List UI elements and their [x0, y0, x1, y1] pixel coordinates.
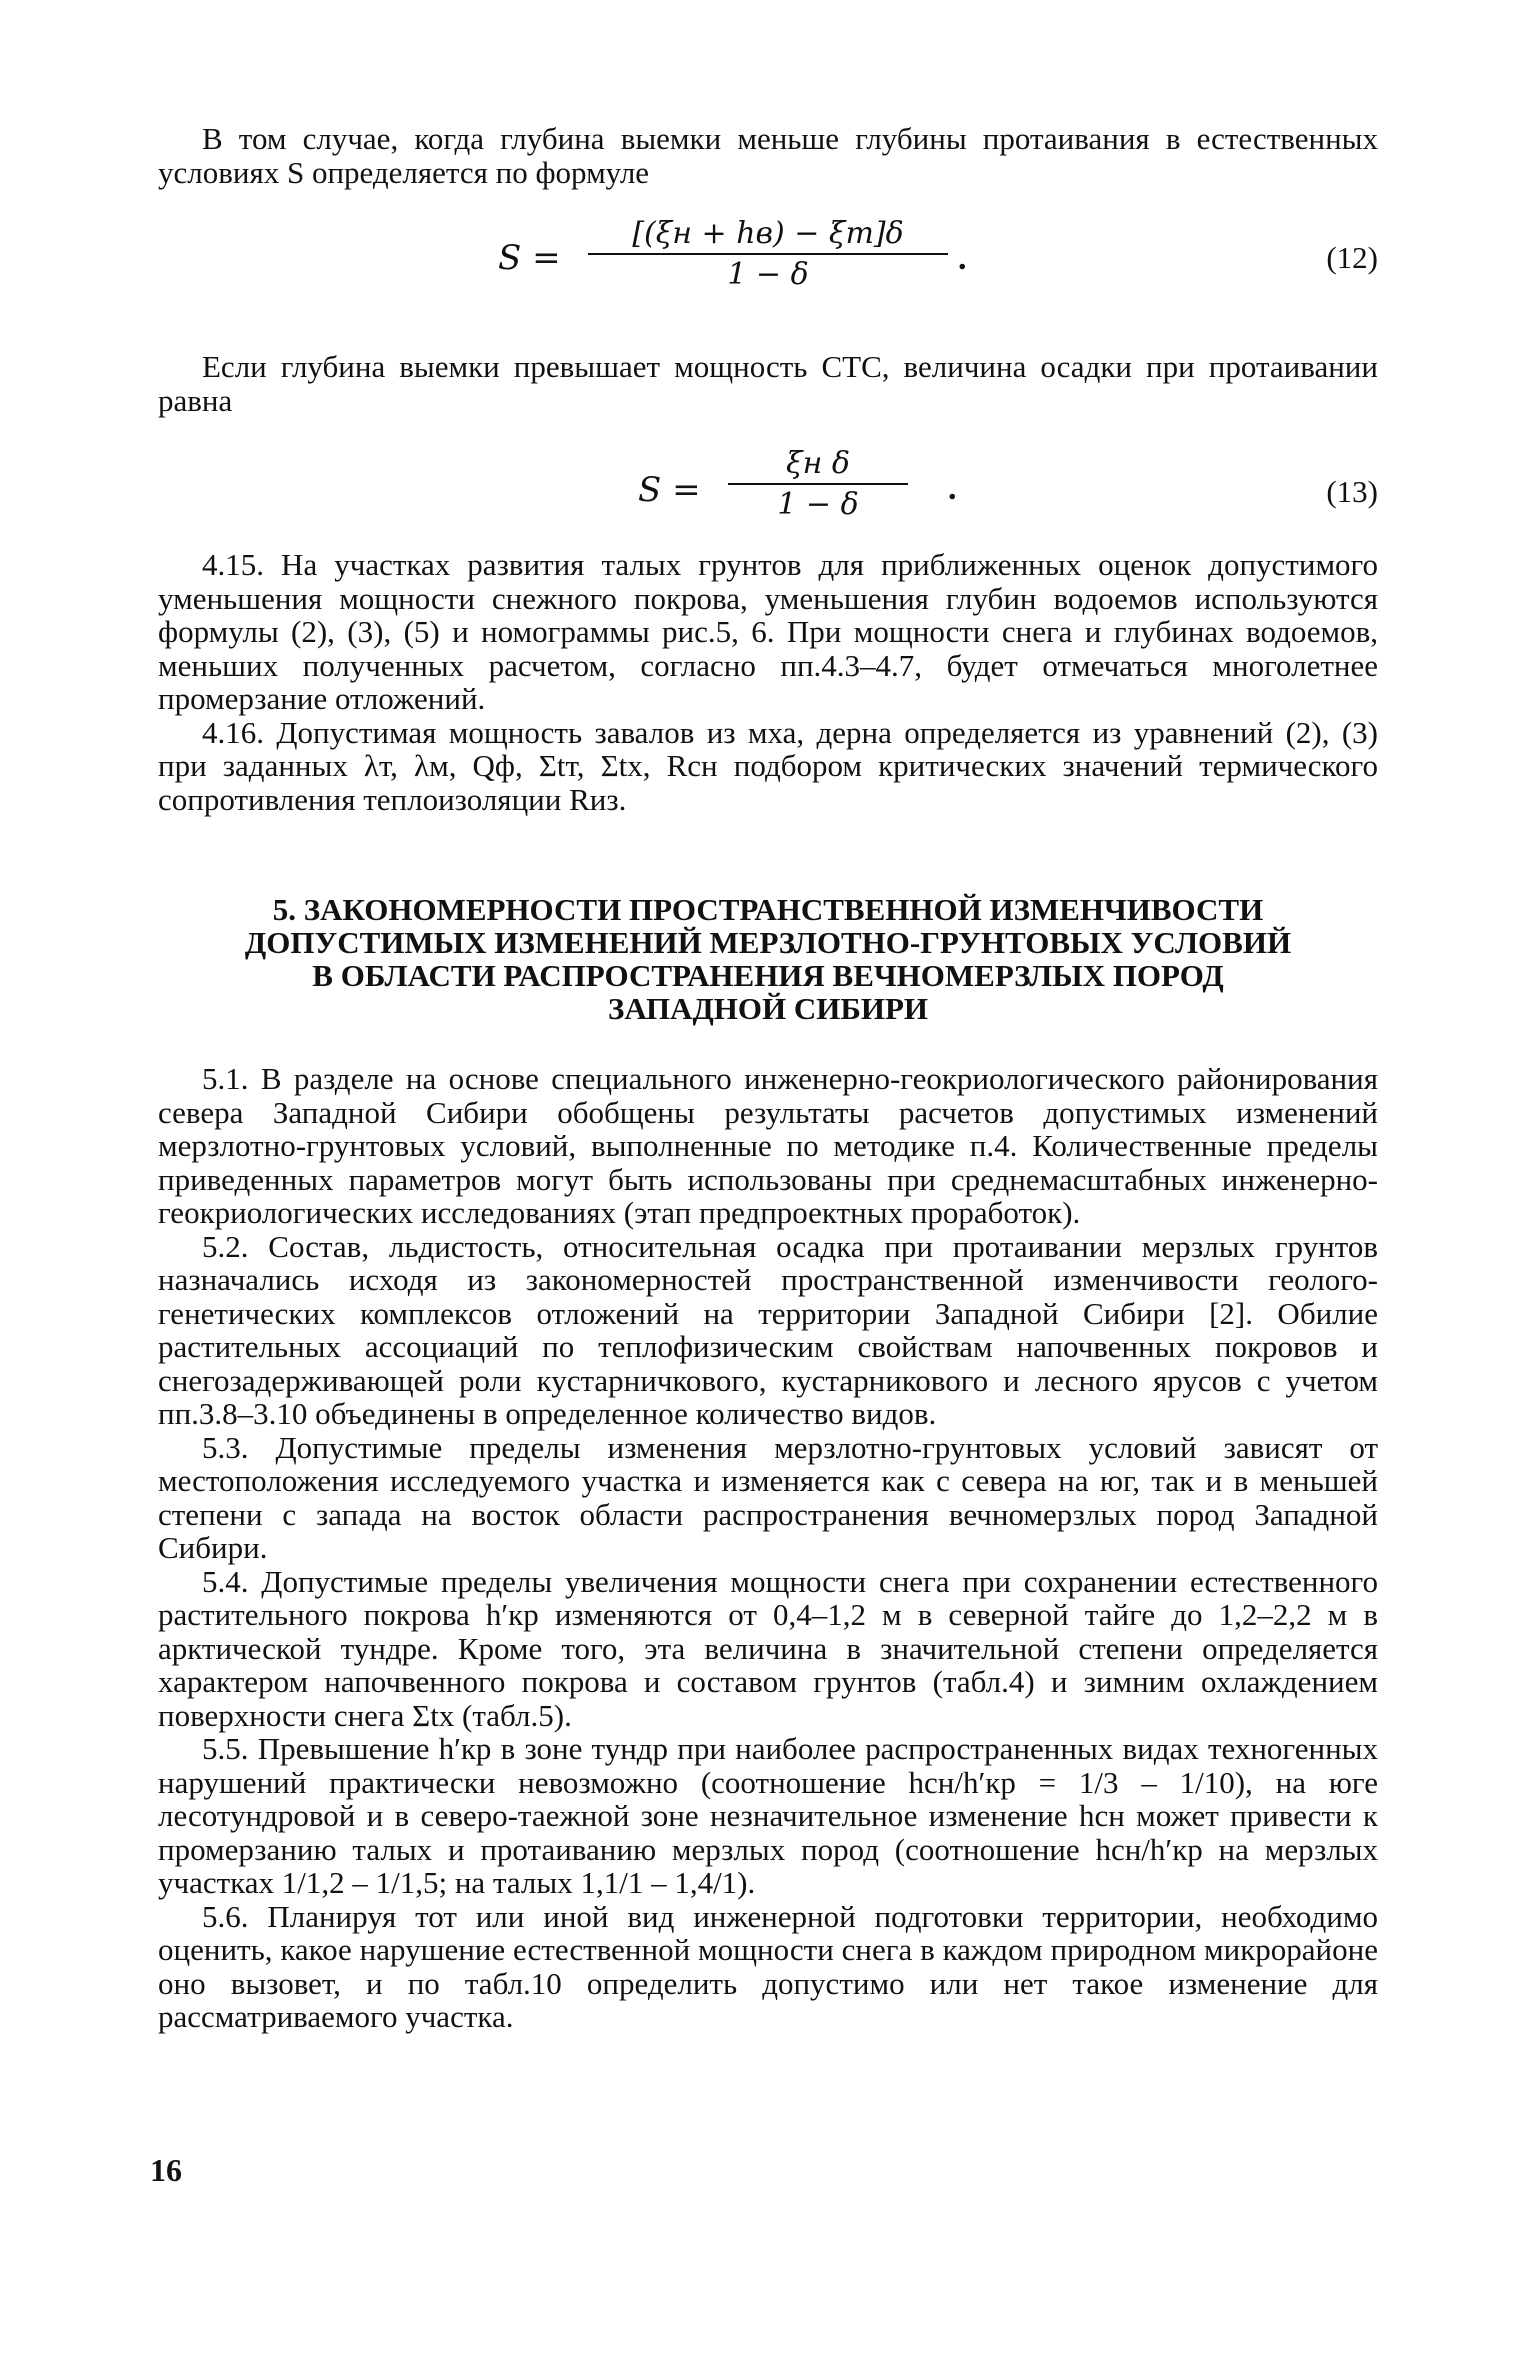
para-if: Если глубина выемки превышает мощность СТС, величина осадки при протаивании равна [158, 349, 1378, 418]
section-title-line-4: ЗАПАДНОЙ СИБИРИ [607, 991, 929, 1026]
formula-13-denominator: 1 − δ [777, 487, 859, 522]
section-title-line-3: В ОБЛАСТИ РАСПРОСТРАНЕНИЯ ВЕЧНОМЕРЗЛЫХ ПОРОД [312, 958, 1224, 993]
section-5-heading [158, 893, 1378, 1025]
formula-13-period: . [948, 470, 957, 507]
formula-12 [158, 210, 1378, 300]
clause-5-2: 5.2. Состав, льдистость, относительная осадка при протаивании мерзлых грунтов назначались исходя из закономерностей пространственной изменчивости геолого-генетических комплексов отложений на территории Западной Сибири [2]. Обилие растительных ассоциаций по теплофизическим свойствам напочвенных покровов и снегозадерживающей роли кустарничкового, кустарникового и лесного ярусов с учетом пп.3.8–3.10 объединены в определенное количество видов. [158, 1228, 1378, 1431]
formula-13 [158, 440, 1378, 530]
clause-4-15: 4.15. На участках развития талых грунтов для приближенных оценок допустимого уменьшения мощности снежного покрова, уменьшения глубин водоемов используются формулы (2), (3), (5) и номограммы рис.5, 6. При мощности снега и глубинах водоемов, меньших полученных расчетом, согласно пп.4.3–4.7, будет отмечаться многолетнее промерзание отложений. [158, 547, 1378, 716]
clause-5-3: 5.3. Допустимые пределы изменения мерзлотно-грунтовых условий зависят от местоположения исследуемого участка и изменяется как с севера на юг, так и в меньшей степени с запада на восток области распространения вечномерзлых пород Западной Сибири. [158, 1429, 1378, 1565]
clause-5-5: 5.5. Превышение h′кр в зоне тундр при наиболее распространенных видах техногенных нарушений практически невозможно (соотношение hсн/h′кр = 1/3 – 1/10), на юге лесотундровой и в северо-таежной зоне незначительное изменение hсн может привести к промерзанию талых и протаиванию мерзлых пород (соотношение hсн/h′кр на мерзлых участках 1/1,2 – 1/1,5; на талых 1,1/1 – 1,4/1). [158, 1731, 1378, 1900]
formula-13-number: (13) [1326, 474, 1378, 509]
clauses-4-block [158, 548, 1378, 816]
page-number: 16 [150, 2152, 182, 2188]
section-5-body [158, 1062, 1378, 2034]
formula-12-number: (12) [1326, 240, 1378, 275]
formula-12-numerator: [(ξн + hв) − ξт]δ [588, 216, 948, 255]
formula-12-period: . [958, 240, 967, 277]
para-intro: В том случае, когда глубина выемки меньше глубины протаивания в естественных условиях S определяется по формуле [158, 121, 1378, 190]
formula-13-fraction [728, 446, 908, 522]
formula-12-lhs: S = [498, 238, 561, 278]
section-title-line-2: ДОПУСТИМЫХ ИЗМЕНЕНИЙ МЕРЗЛОТНО-ГРУНТОВЫХ УСЛОВИЙ [244, 925, 1292, 960]
clause-5-4: 5.4. Допустимые пределы увеличения мощности снега при сохранении естественного растительного покрова h′кр изменяются от 0,4–1,2 м в северной тайге до 1,2–2,2 м в арктической тундре. Кроме того, эта величина в значительной степени определяется характером напочвенного покрова и составом грунтов (табл.4) и зимним охлаждением поверхности снега Σtх (табл.5). [158, 1563, 1378, 1733]
if-block [158, 350, 1378, 417]
clause-4-16: 4.16. Допустимая мощность завалов из мха, дерна определяется из уравнений (2), (3) при заданных λт, λм, Qф, Σtт, Σtх, Rсн подбором критических значений термического сопротивления теплоизоляции Rиз. [158, 714, 1378, 817]
formula-12-denominator: 1 − δ [727, 257, 809, 292]
formula-13-lhs: S = [638, 470, 701, 510]
clause-5-1: 5.1. В разделе на основе специального инженерно-геокриологического районирования севера Западной Сибири обобщены результаты расчетов допустимых изменений мерзлотно-грунтовых условий, выполненные по методике п.4. Количественные пределы приведенных параметров могут быть использованы при среднемасштабных инженерно-геокриологических исследованиях (этап предпроектных проработок). [158, 1061, 1378, 1230]
formula-13-numerator: ξн δ [728, 446, 908, 485]
clause-5-6: 5.6. Планируя тот или иной вид инженерной подготовки территории, необходимо оценить, какое нарушение естественной мощности снега в каждом природном микрорайоне оно вызовет, и по табл.10 определить допустимо или нет такое изменение для рассматриваемого участка. [158, 1898, 1378, 2034]
intro-block [158, 122, 1378, 189]
section-title-line-1: 5. ЗАКОНОМЕРНОСТИ ПРОСТРАНСТВЕННОЙ ИЗМЕНЧИВОСТИ [272, 892, 1264, 927]
formula-12-fraction [588, 216, 948, 292]
